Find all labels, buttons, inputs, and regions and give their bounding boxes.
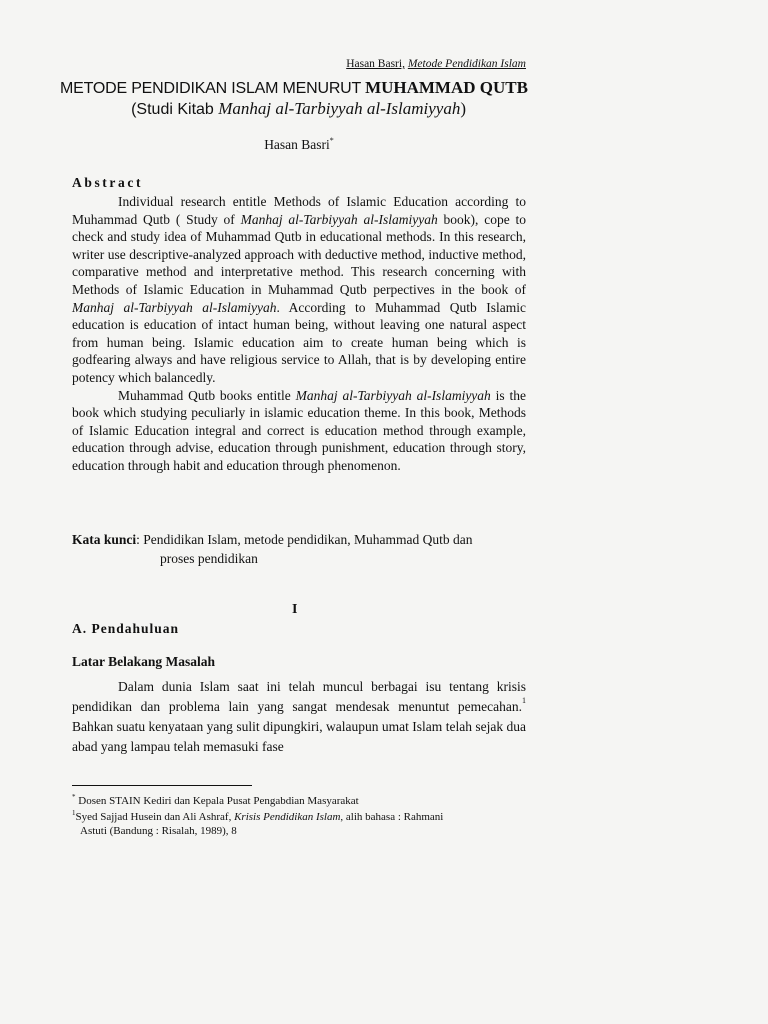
abstract-body (72, 193, 526, 475)
footnote-author (72, 794, 526, 808)
abstract-paragraph-2 (72, 387, 526, 475)
abstract-text: Individual research entitle Methods of Islamic Education according to Muhammad Qutb ( Study of (72, 194, 526, 227)
paper-subtitle (60, 99, 466, 120)
keywords (72, 531, 526, 568)
body-text-run: Dalam dunia Islam saat ini telah muncul berbagai isu tentang krisis pendidikan dan problema lain yang sangat mendesak menuntut pemecahan. (72, 679, 526, 714)
body-paragraph (72, 677, 526, 757)
footnote-text: , alih bahasa : Rahmani (340, 811, 444, 823)
subtitle-open: (Studi Kitab (131, 101, 219, 118)
abstract-text: Muhammad Qutb books entitle (118, 387, 296, 403)
abstract-text: is the book which studying peculiarly in islamic education theme. In this book, Methods of Islamic Education integral and correct is education method through example, education through advise, education through punishment, education through story, education through habit and education through phenomenon. (72, 387, 527, 473)
footnote-book-title: Krisis Pendidikan Islam (234, 811, 341, 823)
running-head (200, 57, 526, 71)
paper-title (60, 78, 526, 99)
abstract-paragraph-1 (72, 193, 526, 387)
footnote-text: Dosen STAIN Kediri dan Kepala Pusat Pengabdian Masyarakat (75, 795, 359, 807)
book-title: Manhaj al-Tarbiyyah al-Islamiyyah (72, 299, 277, 315)
body-text (72, 677, 526, 757)
keywords-label: Kata kunci (72, 532, 137, 547)
running-head-title: Metode Pendidikan Islam (407, 58, 526, 70)
book-title: Manhaj al-Tarbiyyah al-Islamiyyah (295, 387, 491, 403)
chapter-number: I (292, 602, 298, 617)
paper-title-part1: METODE PENDIDIKAN ISLAM MENURUT (60, 80, 366, 97)
abstract-text: book), cope to check and study idea of Muhammad Qutb in educational methods. In this research, writer use descriptive-analyzed approach with deductive method, inductive method, comparative method and interpretative method. This research concerning with Methods of Islamic Education in Muhammad Qutb perpectives in the book of (72, 211, 527, 297)
footnote-mark: 1 (72, 809, 76, 817)
body-text-run: Bahkan suatu kenyataan yang sulit dipungkiri, walaupun umat Islam telah sejak dua abad yang lampau telah memasuki fase (72, 719, 526, 754)
footnote-mark: * (72, 793, 76, 801)
footnote-text: Syed Sajjad Husein dan Ali Ashraf, (75, 811, 235, 823)
keywords-line-2: proses pendidikan (160, 550, 258, 566)
footnote-reference: 1 (522, 696, 526, 705)
subtitle-close: ) (460, 99, 466, 118)
paper-title-part2: MUHAMMAD QUTB (365, 78, 528, 97)
author-line (0, 137, 598, 153)
subtitle-italic: Manhaj al-Tarbiyyah al-Islamiyyah (218, 99, 461, 118)
section-heading: A. Pendahuluan (72, 621, 180, 636)
footnotes (72, 794, 526, 840)
keywords-line-1: Pendidikan Islam, metode pendidikan, Muhammad Qutb dan (139, 532, 473, 547)
abstract-text: . According to Muhammad Qutb Islamic education is education of intact human being, without leaving one natural aspect from human being. Islamic education aim to create human being which is godfearing always and have religious service to Allah, that is by developing entire potency which balancedly. (72, 299, 526, 385)
author-name: Hasan Basri (264, 137, 330, 152)
book-title: Manhaj al-Tarbiyyah al-Islamiyyah (240, 211, 438, 227)
keywords-separator: : (136, 532, 140, 547)
running-head-author: Hasan Basri, (346, 58, 405, 70)
footnote-1 (72, 810, 526, 838)
abstract-heading: Abstract (72, 175, 144, 190)
subsection-heading: Latar Belakang Masalah (72, 654, 216, 669)
footnote-text: Astuti (Bandung : Risalah, 1989), 8 (80, 825, 237, 837)
footnote-divider (72, 785, 252, 786)
author-footnote-mark: * (329, 136, 334, 145)
